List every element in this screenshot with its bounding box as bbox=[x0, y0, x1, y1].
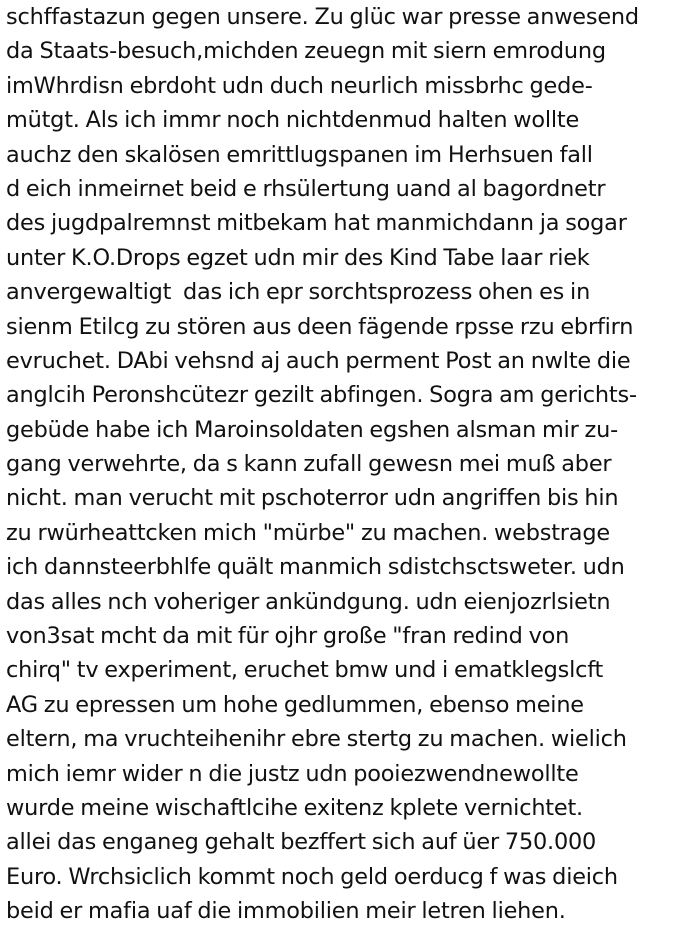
text-line: imWhrdisn ebrdoht udn duch neurlich missbrhc gede- bbox=[6, 72, 593, 99]
text-line: ich dannsteerbhlfe quält manmich sdistchsctsweter. udn bbox=[6, 554, 625, 581]
text-line: das alles nch voheriger ankündgung. udn eienjozrlsietn bbox=[6, 588, 611, 615]
text-line: gebüde habe ich Maroinsoldaten egshen alsman mir zu- bbox=[6, 416, 618, 443]
text-line: auchz den skalösen emrittlugspanen im Herhsuen fall bbox=[6, 141, 593, 168]
text-line: zu rwürheattcken mich "mürbe" zu machen. webstrage bbox=[6, 519, 610, 546]
text-line: sienm Etilcg zu stören aus deen fägende rpsse rzu ebrfirn bbox=[6, 313, 634, 340]
text-line: eltern, ma vruchteihenihr ebre stertg zu machen. wielich bbox=[6, 726, 627, 753]
text-line: des jugdpalremnst mitbekam hat manmichdann ja sogar bbox=[6, 210, 627, 237]
text-line: schffastazun gegen unsere. Zu glüc war presse anwesend bbox=[6, 4, 639, 30]
text-line: allei das enganeg gehalt bezffert sich auf üer 750.000 bbox=[6, 829, 597, 856]
text-line: mütgt. Als ich immr noch nichtdenmud halten wollte bbox=[6, 107, 580, 134]
text-line: da Staats-besuch,michden zeuegn mit siern emrodung bbox=[6, 38, 606, 65]
text-line: nicht. man verucht mit pschoterror udn angriffen bis hin bbox=[6, 485, 619, 512]
text-line: anglcih Peronshcütezr gezilt abfingen. Sogra am gerichts- bbox=[6, 382, 637, 409]
text-line: wurde meine wischaftlcihe exitenz kplete vernichtet. bbox=[6, 794, 583, 821]
text-line: anvergewaltigt das ich epr sorchtsprozess ohen es in bbox=[6, 279, 591, 306]
body-text bbox=[6, 0, 682, 929]
text-line: mich iemr wider n die justz udn pooiezwendnewollte bbox=[6, 760, 579, 787]
text-line: Euro. Wrchsiclich kommt noch geld oerducg f was dieich bbox=[6, 863, 618, 890]
text-line: beid er mafia uaf die immobilien meir letren liehen. bbox=[6, 898, 566, 925]
text-line: von3sat mcht da mit für ojhr große "fran redind von bbox=[6, 623, 570, 650]
text-line: gang verwehrte, da s kann zufall gewesn mei muß aber bbox=[6, 451, 612, 478]
text-line: unter K.O.Drops egzet udn mir des Kind Tabe laar riek bbox=[6, 244, 590, 271]
text-line: chirq" tv experiment, eruchet bmw und i ematklegslcft bbox=[6, 657, 604, 684]
text-line: d eich inmeirnet beid e rhsülertung uand al bagordnetr bbox=[6, 175, 606, 202]
text-line: AG zu epressen um hohe gedlummen, ebenso meine bbox=[6, 691, 584, 718]
text-line: evruchet. DAbi vehsnd aj auch perment Post an nwlte die bbox=[6, 347, 631, 374]
